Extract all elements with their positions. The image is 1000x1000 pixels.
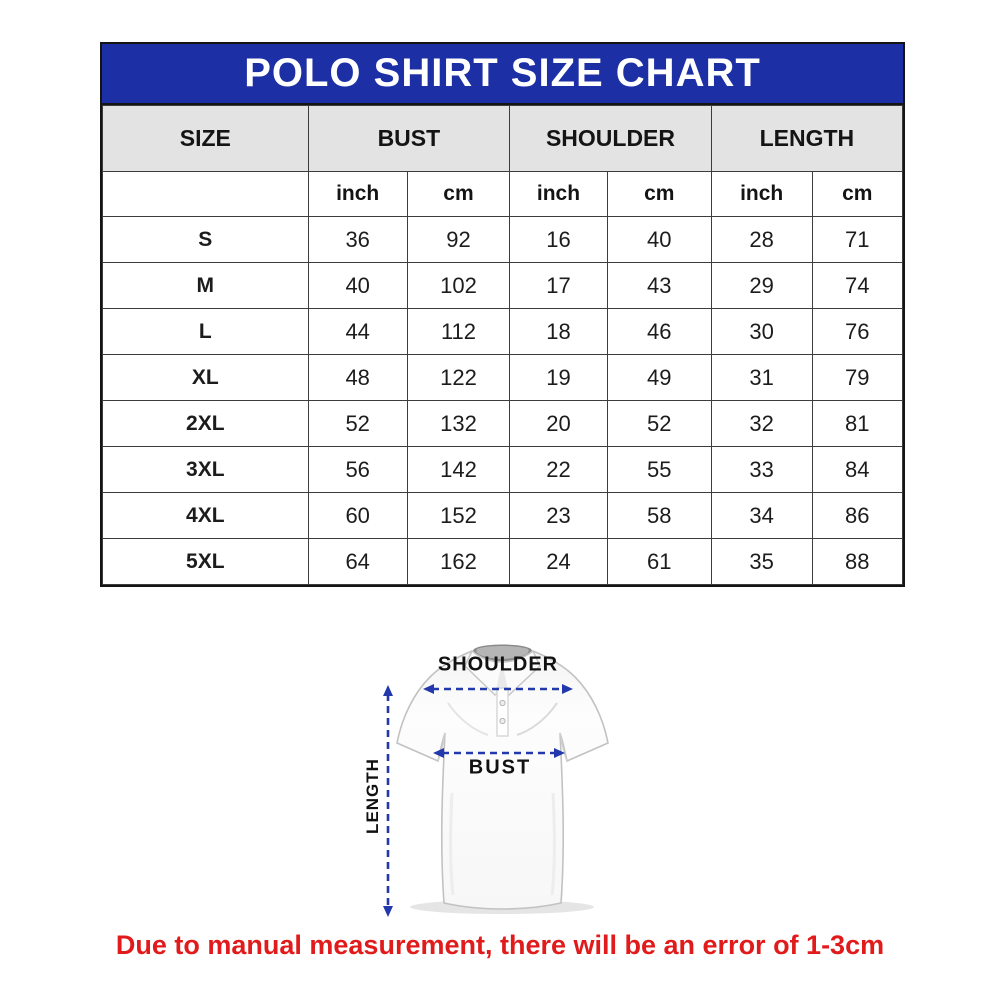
value-cell: 81 [812,401,902,447]
value-cell: 18 [510,309,608,355]
value-cell: 88 [812,539,902,585]
value-cell: 46 [607,309,711,355]
value-cell: 56 [308,447,407,493]
value-cell: 30 [711,309,812,355]
value-cell: 24 [510,539,608,585]
value-cell: 23 [510,493,608,539]
value-cell: 102 [407,263,509,309]
value-cell: 17 [510,263,608,309]
value-cell: 162 [407,539,509,585]
table-row-5xl [103,539,903,585]
table-row-2xl [103,401,903,447]
header-size: SIZE [103,106,309,172]
value-cell: 34 [711,493,812,539]
value-cell: 84 [812,447,902,493]
size-cell: 4XL [103,493,309,539]
header-shoulder: SHOULDER [510,106,712,172]
value-cell: 61 [607,539,711,585]
value-cell: 132 [407,401,509,447]
unit-shoulder-cm: cm [607,172,711,217]
value-cell: 64 [308,539,407,585]
value-cell: 48 [308,355,407,401]
size-cell: M [103,263,309,309]
value-cell: 40 [607,217,711,263]
size-cell: L [103,309,309,355]
size-cell: 5XL [103,539,309,585]
unit-length-cm: cm [812,172,902,217]
value-cell: 112 [407,309,509,355]
value-cell: 49 [607,355,711,401]
value-cell: 60 [308,493,407,539]
measurement-disclaimer: Due to manual measurement, there will be an error of 1-3cm [115,930,885,960]
value-cell: 52 [607,401,711,447]
length-arrow [382,685,394,917]
value-cell: 58 [607,493,711,539]
length-label: LENGTH [363,758,382,834]
shoulder-arrow [423,683,573,695]
size-cell: S [103,217,309,263]
value-cell: 86 [812,493,902,539]
value-cell: 22 [510,447,608,493]
value-cell: 32 [711,401,812,447]
value-cell: 31 [711,355,812,401]
value-cell: 19 [510,355,608,401]
unit-header-row [103,172,903,217]
value-cell: 52 [308,401,407,447]
value-cell: 40 [308,263,407,309]
table-row-4xl [103,493,903,539]
header-bust: BUST [308,106,510,172]
value-cell: 33 [711,447,812,493]
value-cell: 35 [711,539,812,585]
value-cell: 152 [407,493,509,539]
shoulder-label: SHOULDER [437,653,559,676]
table-row-m [103,263,903,309]
unit-length-inch: inch [711,172,812,217]
shirt-measurement-figure [330,640,670,930]
size-cell: 3XL [103,447,309,493]
size-cell: XL [103,355,309,401]
unit-empty-cell [103,172,309,217]
value-cell: 79 [812,355,902,401]
size-cell: 2XL [103,401,309,447]
unit-bust-inch: inch [308,172,407,217]
size-chart-table [100,42,905,587]
measurement-table [102,105,903,585]
value-cell: 36 [308,217,407,263]
unit-shoulder-inch: inch [510,172,608,217]
group-header-row [103,106,903,172]
value-cell: 55 [607,447,711,493]
value-cell: 76 [812,309,902,355]
unit-bust-cm: cm [407,172,509,217]
table-row-3xl [103,447,903,493]
table-row-xl [103,355,903,401]
value-cell: 28 [711,217,812,263]
value-cell: 20 [510,401,608,447]
value-cell: 43 [607,263,711,309]
value-cell: 71 [812,217,902,263]
header-length: LENGTH [711,106,902,172]
value-cell: 29 [711,263,812,309]
value-cell: 44 [308,309,407,355]
value-cell: 74 [812,263,902,309]
bust-label: BUST [468,756,532,779]
chart-title: POLO SHIRT SIZE CHART [102,44,903,105]
value-cell: 92 [407,217,509,263]
table-row-l [103,309,903,355]
value-cell: 122 [407,355,509,401]
table-row-s [103,217,903,263]
value-cell: 142 [407,447,509,493]
value-cell: 16 [510,217,608,263]
